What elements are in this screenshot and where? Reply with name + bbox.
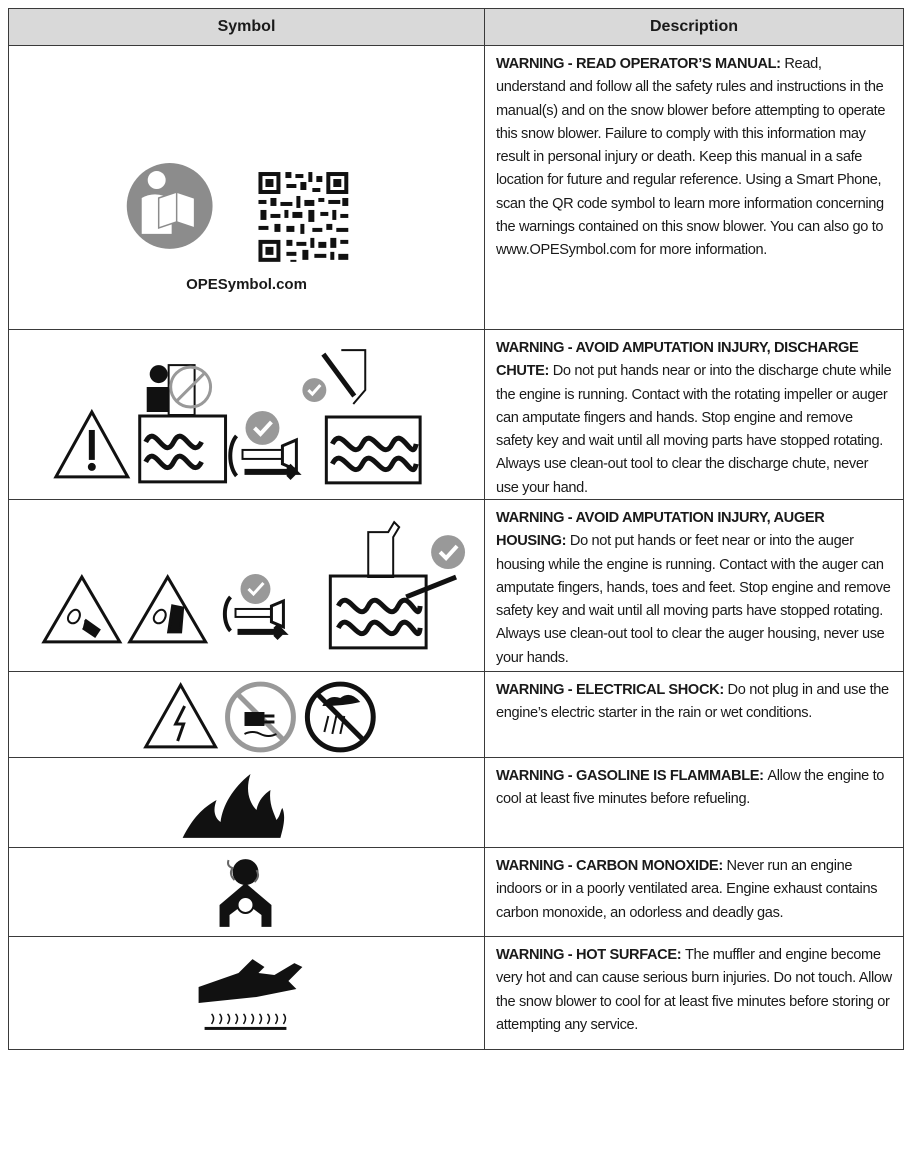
symbol-cell [9,758,485,847]
table-row [9,937,903,1049]
symbol-cell [9,672,485,757]
discharge-chute-hand-icon [140,365,226,482]
symbol-cell [9,330,485,499]
description-cell [485,937,903,1049]
warning-text: Do not put hands near or into the discharge chute while the engine is running. Contact with the rotating impeller or auger can amputate fingers and hands. Stop engine and remove safety key and wait until all moving parts have stopped rotating. Always use clean-out tool to clear the discharge chute, never use your hand. [496,363,892,496]
discharge-chute-icons [9,332,484,498]
no-wet-plug-icon [228,684,294,750]
auger-hand-hazard-icon [44,577,120,642]
remove-key-icon [230,411,296,478]
description-column-header: Description [649,18,738,35]
no-rain-icon [307,684,373,750]
symbol-cell [9,46,485,329]
table-row [9,330,903,500]
symbol-cell [9,937,485,1049]
warning-text: The muffler and engine become very hot and can cause serious burn injuries. Do not touch. Allow the snow blower to cool for at least five minutes before storing or attempting any service. [496,947,892,1033]
table-row [9,672,903,758]
warning-text: Never run an engine indoors or in a poorly ventilated area. Engine exhaust contains carbon monoxide, an odorless and deadly gas. [496,858,878,921]
warning-text: Allow the engine to cool at least five minutes before refueling. [496,768,885,808]
auger-housing-icons [9,502,484,670]
flame-icon [183,774,284,838]
flammable-icons [9,760,484,846]
description-cell [485,500,903,671]
hot-surface-icons [9,939,484,1047]
symbol-cell [9,500,485,671]
description-cell [485,330,903,499]
description-cell [485,46,903,329]
table-row [9,848,903,937]
table-row [9,500,903,672]
remove-key-icon [225,574,284,638]
symbol-column-header: Symbol [9,9,485,45]
table-row [9,758,903,848]
safety-symbols-table [8,8,904,1050]
carbon-monoxide-icons [9,850,484,935]
table-row [9,46,903,330]
description-cell [485,848,903,936]
description-cell [485,758,903,847]
table-header [9,9,903,46]
clean-out-tool-chute-icon [302,350,420,483]
ope-symbol-caption: OPESymbol.com [186,276,307,293]
auger-foot-hazard-icon [130,577,206,642]
clean-out-tool-auger-icon [330,522,465,648]
electrical-shock-icons [9,674,484,756]
warning-text: Do not plug in and use the engine’s electric starter in the rain or wet conditions. [496,682,889,722]
warning-title: WARNING - AVOID AMPUTATION INJURY, AUGER HOUSING: [496,510,825,550]
symbol-cell [9,848,485,936]
warning-text: Read, understand and follow all the safety rules and instructions in the manual(s) and on the snow blower before attempting to operate this snow blower. Failure to comply with this information may result in personal injury or death. Keep this manual in a safe location for future and regular reference. Using a Smart Phone, scan the QR code symbol to learn more information concerning the warnings contained on this snow blower. You can also go to www.OPESymbol.com for more information. [496,56,886,259]
warning-title: WARNING - CARBON MONOXIDE: [496,858,727,874]
toxic-fumes-icon [220,859,272,927]
hot-surface-hand-icon [199,959,303,1030]
warning-title: WARNING - AVOID AMPUTATION INJURY, DISCHARGE CHUTE: [496,340,859,380]
qr-code-icon [258,172,348,262]
read-manual-icon [127,163,213,249]
warning-title: WARNING - GASOLINE IS FLAMMABLE: [496,768,768,784]
warning-title: WARNING - HOT SURFACE: [496,947,685,963]
warning-title: WARNING - ELECTRICAL SHOCK: [496,682,728,698]
electrical-hazard-icon [146,685,216,747]
description-cell [485,672,903,757]
warning-title: WARNING - READ OPERATOR’S MANUAL: [496,56,785,72]
warning-text: Do not put hands or feet near or into the auger housing while the engine is running. Contact with the auger can amputate fingers, hands, toes and feet. Stop engine and remove safety key and wait until all moving parts have stopped rotating. Always use clean-out tool to clear the auger housing, never use your hands. [496,533,891,666]
